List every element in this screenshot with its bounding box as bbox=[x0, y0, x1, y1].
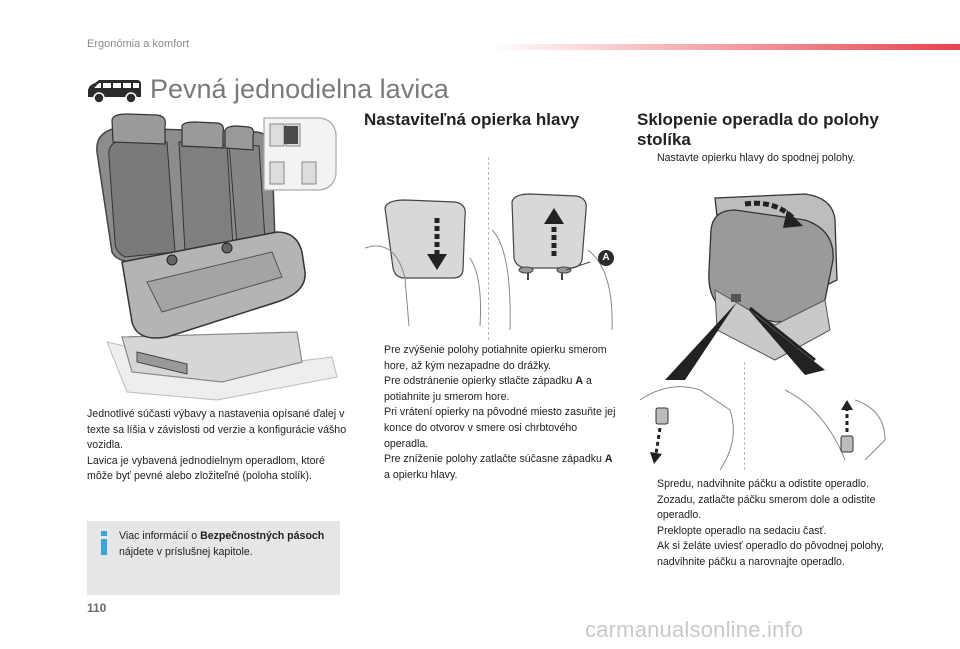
fold-step: Ak si želáte uviesť operadlo do pôvodnej polohy, nadvihnite páčku a narovnajte operadlo. bbox=[657, 540, 884, 568]
lever-front-illustration bbox=[640, 380, 740, 470]
info-icon bbox=[99, 531, 109, 555]
section-title: Ergonómia a komfort bbox=[87, 38, 190, 50]
fold-intro-step: Nastavte opierku hlavy do spodnej polohy. bbox=[657, 152, 856, 164]
headrest-step: Pre odstránenie opierky stlačte západku A a potiahnite ju smerom hore. bbox=[384, 375, 592, 403]
fold-step: Preklopte operadlo na sedaciu časť. bbox=[657, 524, 827, 537]
description bbox=[87, 407, 349, 485]
headrest-step: Pre zníženie polohy zatlačte súčasne západku A a opierku hlavy. bbox=[384, 453, 613, 481]
fold-heading: Sklopenie operadla do polohy stolíka bbox=[637, 110, 879, 149]
info-text: Viac informácií o Bezpečnostných pásoch nájdete v príslušnej kapitole. bbox=[119, 530, 325, 558]
fold-step: Spredu, nadvihnite páčku a odistite operadlo. bbox=[657, 478, 870, 490]
van-icon bbox=[85, 78, 143, 104]
divider bbox=[488, 157, 489, 340]
lever-rear-illustration bbox=[785, 380, 895, 470]
headrest-heading: Nastaviteľná opierka hlavy bbox=[364, 110, 580, 129]
description-paragraph: Jednotlivé súčasti výbavy a nastavenia opísané ďalej v texte sa líšia v závislosti od verzie a konfigurácie vášho vozidla. bbox=[87, 408, 347, 452]
headrest-steps bbox=[364, 343, 616, 483]
vehicle-layout-diagram bbox=[258, 114, 340, 194]
watermark: carmanualsonline.info bbox=[585, 617, 804, 642]
page-number: 110 bbox=[87, 601, 107, 615]
latch-a-marker: A bbox=[598, 250, 614, 266]
divider bbox=[744, 362, 745, 470]
fold-step: Zozadu, zatlačte páčku smerom dole a odistite operadlo. bbox=[657, 493, 876, 522]
page-title: Pevná jednodielna lavica bbox=[150, 74, 449, 104]
headrest-step: Pre zvýšenie polohy potiahnite opierku smerom hore, až kým nezapadne do drážky. bbox=[384, 344, 607, 372]
fold-steps bbox=[637, 477, 905, 571]
headrest-lower-illustration bbox=[365, 198, 483, 328]
header-accent-bar bbox=[490, 44, 960, 50]
fold-intro bbox=[637, 151, 907, 167]
headrest-step: Pri vrátení opierky na pôvodné miesto zasuňte jej konce do otvorov v smere osi chrbtového operadla. bbox=[384, 406, 616, 450]
info-box bbox=[87, 521, 340, 595]
backrest-fold-illustration bbox=[655, 190, 905, 380]
description-paragraph: Lavica je vybavená jednodielnym operadlom, ktoré môže byť pevné alebo zložiteľné (poloha stolík). bbox=[87, 454, 325, 483]
